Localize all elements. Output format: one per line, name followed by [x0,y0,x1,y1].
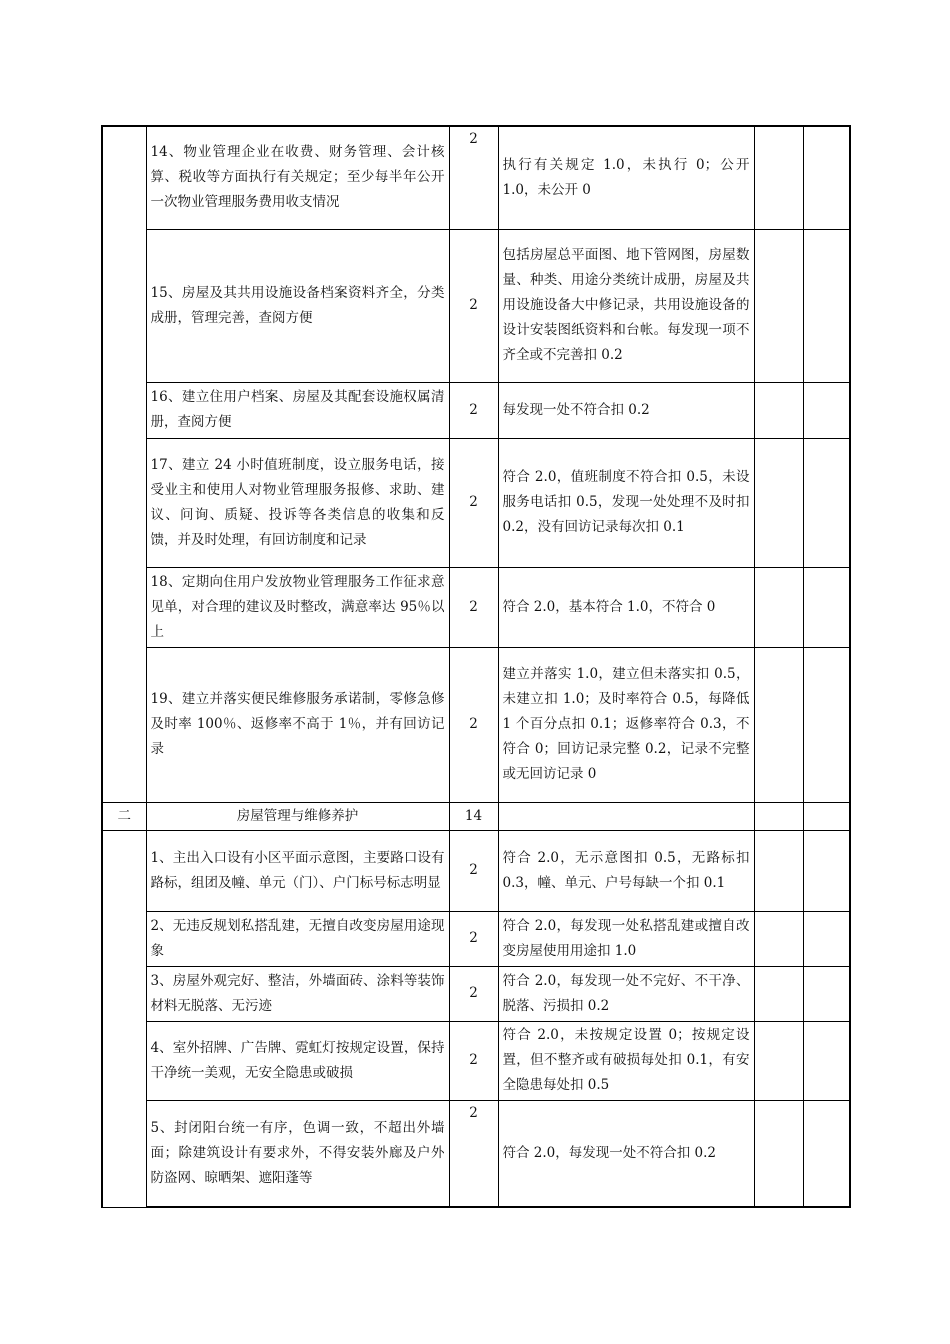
blank-cell [803,1021,850,1100]
section-header-row [102,802,850,830]
table-row [102,911,850,966]
blank-cell [754,1100,803,1207]
blank-cell [754,802,803,830]
score-cell: 2 [449,830,498,911]
table-row [102,1100,850,1207]
item-cell: 17、建立 24 小时值班制度，设立服务电话，接受业主和使用人对物业管理服务报修、求助、建议、问询、质疑、投诉等各类信息的收集和反馈，并及时处理，有回访制度和记录 [146,438,449,567]
blank-cell [803,647,850,802]
blank-cell [803,438,850,567]
blank-cell [803,229,850,382]
item-cell: 2、无违反规划私搭乱建，无擅自改变房屋用途现象 [146,911,449,966]
item-cell: 5、封闭阳台统一有序，色调一致，不超出外墙面；除建筑设计有要求外，不得安装外廊及户外防盗网、晾晒架、遮阳蓬等 [146,1100,449,1207]
blank-cell [803,567,850,647]
score-cell: 2 [449,126,498,229]
item-cell: 3、房屋外观完好、整洁，外墙面砖、涂料等装饰材料无脱落、无污迹 [146,966,449,1021]
section-score: 14 [449,802,498,830]
item-cell: 16、建立住用户档案、房屋及其配套设施权属清册，查阅方便 [146,382,449,438]
criteria-cell: 包括房屋总平面图、地下管网图，房屋数量、种类、用途分类统计成册，房屋及共用设施设备大中修记录，共用设施设备的设计安装图纸资料和台帐。每发现一项不齐全或不完善扣 0.2 [498,229,754,382]
score-cell: 2 [449,647,498,802]
table-row [102,966,850,1021]
table-row [102,1021,850,1100]
blank-cell [803,830,850,911]
criteria-cell: 符合 2.0，值班制度不符合扣 0.5，未设服务电话扣 0.5，发现一处处理不及时扣 0.2，没有回访记录每次扣 0.1 [498,438,754,567]
item-cell: 1、主出入口设有小区平面示意图，主要路口设有路标，组团及幢、单元（门）、户门标号标志明显 [146,830,449,911]
score-cell: 2 [449,567,498,647]
section-title: 房屋管理与维修养护 [146,802,449,830]
criteria-cell: 符合 2.0，无示意图扣 0.5，无路标扣 0.3，幢、单元、户号每缺一个扣 0.1 [498,830,754,911]
score-cell: 2 [449,911,498,966]
item-cell: 19、建立并落实便民维修服务承诺制，零修急修及时率 100％、返修率不高于 1％，并有回访记录 [146,647,449,802]
criteria-cell: 符合 2.0，每发现一处不完好、不干净、脱落、污损扣 0.2 [498,966,754,1021]
blank-cell [803,1100,850,1207]
table-row [102,830,850,911]
score-cell: 2 [449,966,498,1021]
item-cell: 18、定期向住用户发放物业管理服务工作征求意见单，对合理的建议及时整改，满意率达 95％以上 [146,567,449,647]
blank-cell [754,911,803,966]
table-row [102,382,850,438]
blank-cell [754,229,803,382]
score-cell: 2 [449,229,498,382]
blank-cell [754,647,803,802]
criteria-cell: 执行有关规定 1.0，未执行 0；公开 1.0，未公开 0 [498,126,754,229]
blank-cell [754,126,803,229]
blank-cell [754,966,803,1021]
blank-cell [754,1021,803,1100]
item-cell: 14、物业管理企业在收费、财务管理、会计核算、税收等方面执行有关规定；至少每半年公开一次物业管理服务费用收支情况 [146,126,449,229]
table-row [102,229,850,382]
table-row [102,567,850,647]
score-cell: 2 [449,382,498,438]
criteria-cell: 每发现一处不符合扣 0.2 [498,382,754,438]
evaluation-table [101,125,851,1208]
blank-cell [803,382,850,438]
score-cell: 2 [449,1100,498,1207]
table-row [102,647,850,802]
blank-cell [754,830,803,911]
blank-cell [803,126,850,229]
item-cell: 4、室外招牌、广告牌、霓虹灯按规定设置，保持干净统一美观，无安全隐患或破损 [146,1021,449,1100]
score-cell: 2 [449,438,498,567]
blank-cell [754,382,803,438]
section-number: 二 [102,802,146,830]
criteria-cell: 符合 2.0，每发现一处不符合扣 0.2 [498,1100,754,1207]
section-cell [102,126,146,802]
section-cell [102,830,146,1207]
table-row [102,438,850,567]
table-row [102,126,850,229]
blank-cell [754,567,803,647]
score-cell: 2 [449,1021,498,1100]
criteria-cell: 符合 2.0，基本符合 1.0，不符合 0 [498,567,754,647]
criteria-cell: 建立并落实 1.0，建立但未落实扣 0.5，未建立扣 1.0；及时率符合 0.5，每降低 1 个百分点扣 0.1；返修率符合 0.3，不符合 0；回访记录完整 0.2，记录不完整或无回访记录 0 [498,647,754,802]
blank-cell [803,911,850,966]
criteria-cell: 符合 2.0，未按规定设置 0；按规定设置，但不整齐或有破损每处扣 0.1，有安全隐患每处扣 0.5 [498,1021,754,1100]
blank-cell [803,802,850,830]
criteria-cell [498,802,754,830]
blank-cell [754,438,803,567]
criteria-cell: 符合 2.0，每发现一处私搭乱建或擅自改变房屋使用用途扣 1.0 [498,911,754,966]
item-cell: 15、房屋及其共用设施设备档案资料齐全，分类成册，管理完善，查阅方便 [146,229,449,382]
blank-cell [803,966,850,1021]
